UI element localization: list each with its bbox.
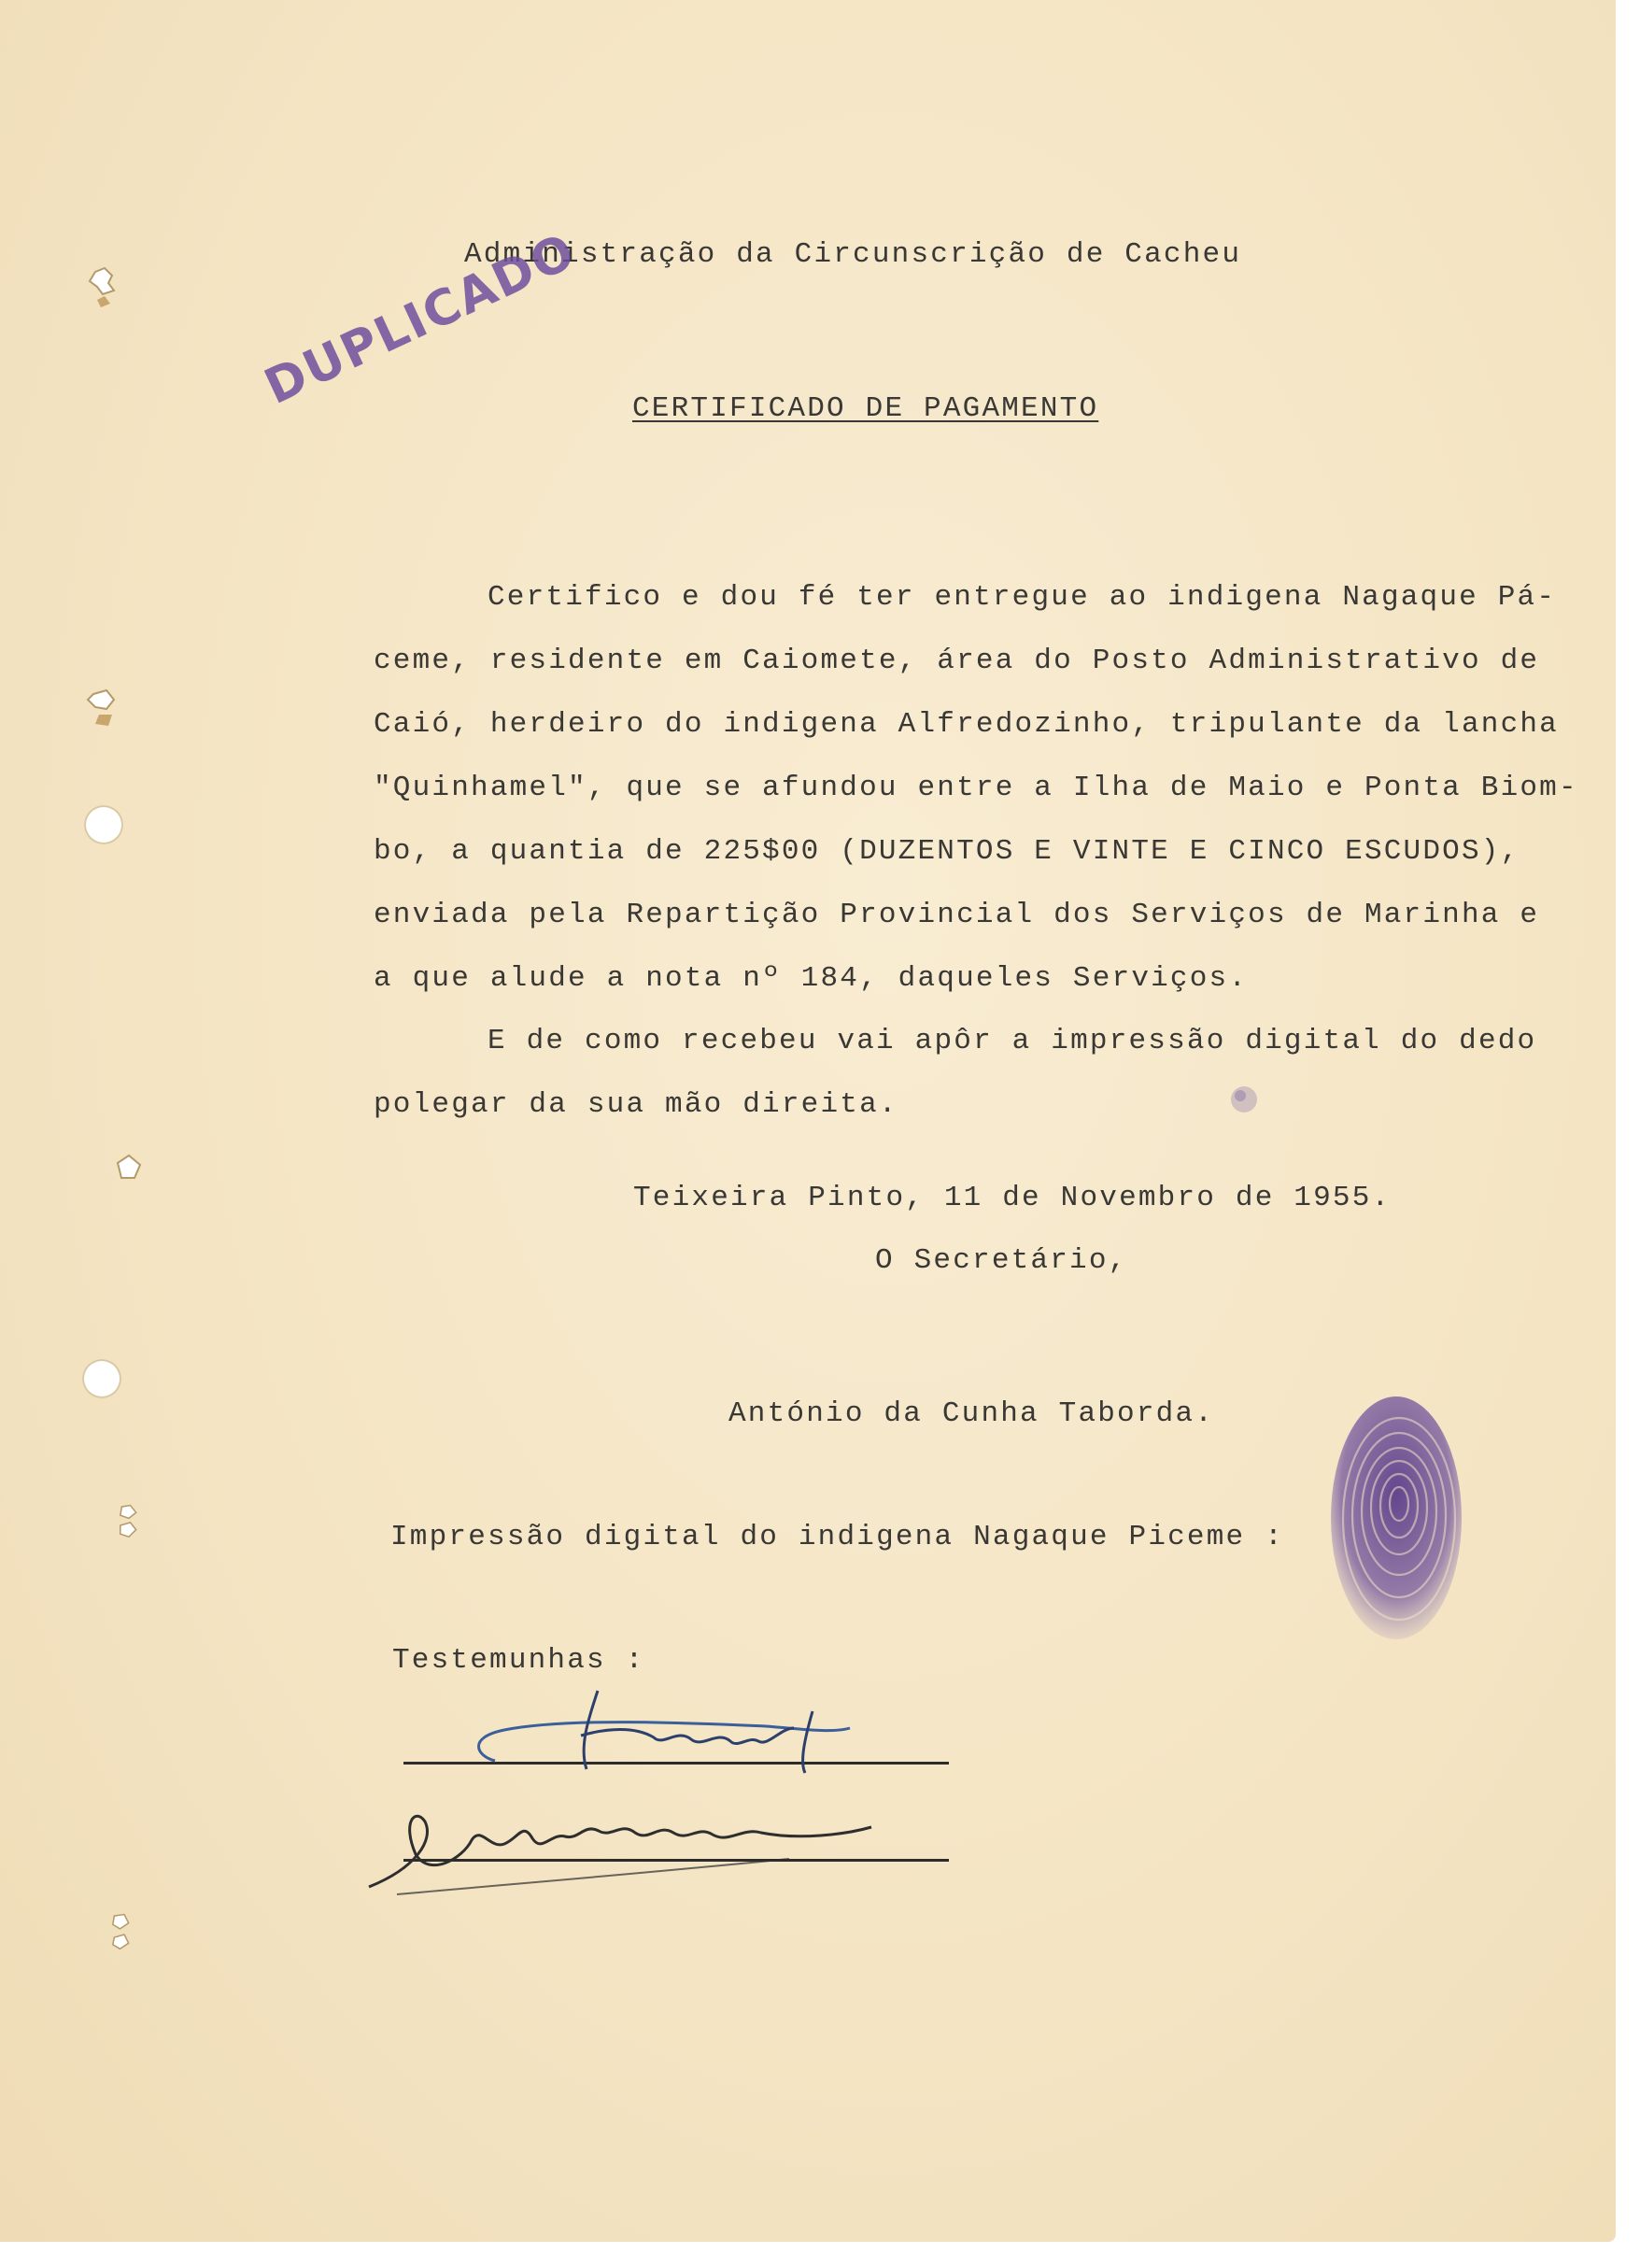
body-line: polegar da sua mão direita. xyxy=(374,1088,898,1121)
body-line: a que alude a nota nº 184, daqueles Serviços. xyxy=(374,962,1249,995)
torn-hole-mark xyxy=(110,1154,148,1197)
torn-hole-mark xyxy=(110,1504,148,1547)
body-line: E de como recebeu vai apôr a impressão digital do dedo xyxy=(488,1025,1537,1057)
binder-hole xyxy=(84,805,123,844)
office-header: Administração da Circunscrição de Cacheu xyxy=(464,238,1242,271)
body-line: ceme, residente em Caiomete, área do Posto Administrativo de xyxy=(374,645,1540,677)
binder-hole xyxy=(82,1359,121,1398)
place-date: Teixeira Pinto, 11 de Novembro de 1955. xyxy=(633,1182,1392,1214)
fingerprint-label: Impressão digital do indigena Nagaque Piceme : xyxy=(390,1521,1284,1553)
body-line: enviada pela Repartição Provincial dos Serviços de Marinha e xyxy=(374,899,1540,931)
torn-hole-mark xyxy=(84,687,121,730)
torn-hole-mark xyxy=(84,266,121,309)
witness-signature-1 xyxy=(458,1672,897,1793)
signatory-name: António da Cunha Taborda. xyxy=(728,1397,1215,1430)
signatory-role: O Secretário, xyxy=(875,1244,1128,1277)
document-title: CERTIFICADO DE PAGAMENTO xyxy=(632,392,1099,425)
duplicate-stamp: DUPLICADO xyxy=(256,222,586,416)
body-line: Certifico e dou fé ter entregue ao indigena Nagaque Pá- xyxy=(488,581,1557,614)
thumbprint xyxy=(1326,1392,1466,1644)
torn-hole-mark xyxy=(103,1913,140,1956)
body-line: Caió, herdeiro do indigena Alfredozinho, tripulante da lancha xyxy=(374,708,1559,741)
witness-signature-2 xyxy=(360,1784,883,1906)
body-line: bo, a quantia de 225$00 (DUZENTOS E VINTE E CINCO ESCUDOS), xyxy=(374,835,1520,868)
witnesses-label: Testemunhas : xyxy=(392,1644,645,1677)
body-line: "Quinhamel", que se afundou entre a Ilha de Maio e Ponta Biom- xyxy=(374,772,1578,804)
ink-smudge xyxy=(1223,1079,1265,1120)
